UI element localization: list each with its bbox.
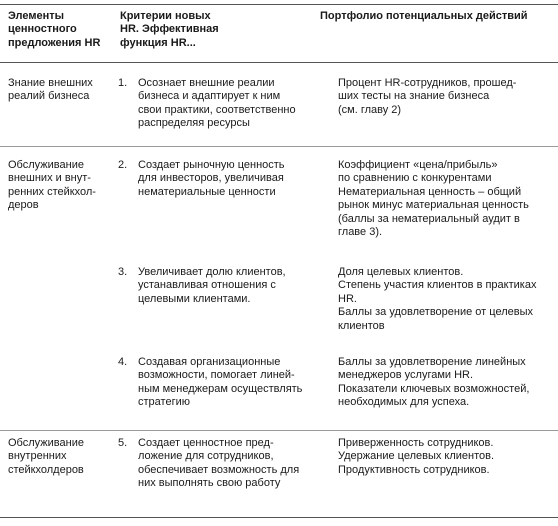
- element-external-internal-stakeholders: Обслуживание внешних и внут- ренних стейкхол- деров: [8, 159, 96, 212]
- element-business-realities: Знание внешних реалий бизнеса: [8, 77, 93, 103]
- criterion-number-5: 5.: [118, 437, 128, 449]
- criterion-number-4: 4.: [118, 356, 128, 368]
- table-bottom-rule: [0, 517, 558, 518]
- header-elements: Элементы ценностного предложения HR: [8, 10, 101, 49]
- criterion-2: Создает рыночную ценность для инвесторов, увеличивая нематериальные ценности: [138, 159, 285, 198]
- actions-5: Приверженность сотрудников. Удержание целевых клиентов. Продуктивность сотрудников.: [338, 437, 495, 476]
- criterion-1: Осознает внешние реалии бизнеса и адаптирует к ним свои практики, соответственно распределяя ресурсы: [138, 77, 296, 130]
- header-actions: Портфолио потенциальных действий: [320, 10, 528, 22]
- criterion-4: Создавая организационные возможности, помогает линей- ным менеджерам осуществлять стратегию: [138, 356, 303, 409]
- actions-3: Доля целевых клиентов. Степень участия клиентов в практиках HR. Баллы за удовлетворение от целевых клиентов: [338, 266, 537, 332]
- section-divider-2: [0, 430, 558, 431]
- criterion-3: Увеличивает долю клиентов, устанавливая отношения с целевыми клиентами.: [138, 266, 286, 305]
- criterion-number-2: 2.: [118, 159, 128, 171]
- criterion-number-3: 3.: [118, 266, 128, 278]
- table-top-rule: [0, 4, 558, 5]
- element-internal-stakeholders: Обслуживание внутренних стейкхолдеров: [8, 437, 84, 476]
- criterion-5: Создает ценностное пред- ложение для сотрудников, обеспечивает возможность для них выполнять свою работу: [138, 437, 300, 490]
- actions-1: Процент HR-сотрудников, прошед- ших тесты на знание бизнеса (см. главу 2): [338, 77, 517, 116]
- criterion-number-1: 1.: [118, 77, 128, 89]
- header-bottom-rule: [0, 62, 558, 63]
- actions-4: Баллы за удовлетворение линейных менеджеров услугами HR. Показатели ключевых возможностей, необходимых для успеха.: [338, 356, 530, 409]
- header-criteria: Критерии новых HR. Эффективная функция HR...: [120, 10, 219, 49]
- section-divider-1: [0, 146, 558, 147]
- actions-2: Коэффициент «цена/прибыль» по сравнению с конкурентами Нематериальная ценность – общий рынок минус материальная ценность (баллы за нематериальный аудит в главе 3).: [338, 159, 529, 239]
